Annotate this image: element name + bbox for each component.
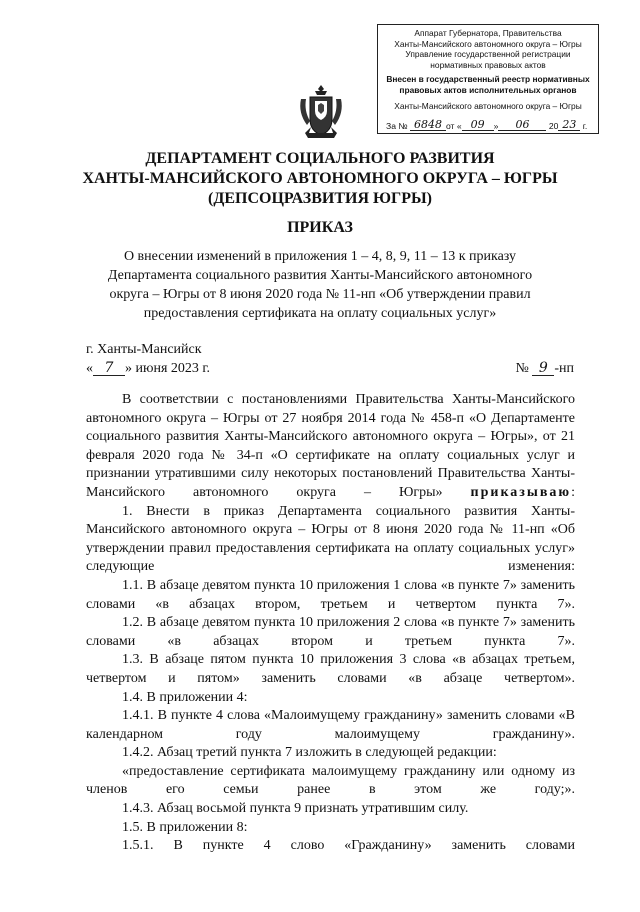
- registration-stamp: [377, 24, 599, 134]
- header-line: (ДЕПСОЦРАЗВИТИЯ ЮГРЫ): [207, 190, 433, 207]
- body-paragraph: 1.4.2. Абзац третий пункта 7 изложить в следующей редакции:: [122, 745, 497, 761]
- reg-mid: »: [493, 120, 499, 131]
- subject-line: Департамента социального развития Ханты-Мансийского автономного: [107, 268, 533, 283]
- header-line: ХАНТЫ-МАНСИЙСКОГО АВТОНОМНОГО ОКРУГА – ЮГРЫ: [82, 170, 558, 187]
- order-title: ПРИКАЗ: [287, 219, 353, 236]
- reg-prefix: За №: [386, 120, 408, 131]
- number-value: 9: [532, 361, 554, 376]
- body-paragraph: 1.4.1. В пункте 4 слова «Малоимущему гражданину» заменить словами «В календарном году малоимущему гражданину».: [86, 708, 575, 742]
- body-paragraph: 1.4.3. Абзац восьмой пункта 9 признать утратившим силу.: [122, 801, 469, 817]
- subject-line: округа – Югры от 8 июня 2020 года № 11-нп «Об утверждении правил: [109, 287, 531, 302]
- department-header: [60, 149, 580, 209]
- body-paragraph: 1.4. В приложении 4:: [122, 689, 248, 705]
- reg-year: 23: [558, 119, 580, 131]
- reg-year-prefix: 20: [548, 120, 559, 131]
- place-of-issue: г. Ханты-Мансийск: [86, 342, 202, 357]
- body-paragraph: 1.3. В абзаце пятом пункта 10 приложения 3 слова «в абзацах третьем, четвертом и пятом» заменить словами «в абзаце четвертом».: [86, 652, 575, 686]
- body-paragraph: 1.1. В абзаце девятом пункта 10 приложения 1 слова «в пункте 7» заменить словами «в абзацах втором, третьем и четвертом пункта 7».: [86, 577, 575, 612]
- stamp-line: Внесен в государственный реестр нормативных: [386, 74, 590, 84]
- subject-line: О внесении изменений в приложения 1 – 4, 8, 9, 11 – 13 к приказу: [123, 249, 517, 264]
- order-number: [515, 361, 574, 377]
- date-open-quote: «: [86, 361, 93, 376]
- body-paragraph: [86, 391, 575, 503]
- stamp-line: правовых актов исполнительных органов: [399, 84, 577, 95]
- preamble-text: В соответствии с постановлениями Правительства Ханты-Мансийского автономного округа – Югры от 27 ноября 2014 года № 458-п «О Департаменте социального развития Ханты-Мансийского автономного округа – Югры», от 21 февраля 2020 года № 34-п «О сертификате на оплату социальных услуг и признании утратившими силу некоторых постановлений Правительства Ханты-Мансийского автономного округа – Югры»: [86, 392, 575, 500]
- subject-line: предоставления сертификата на оплату социальных услуг»: [143, 306, 497, 321]
- body-paragraph: «предоставление сертификата малоимущему гражданину или одному из членов его семьи ранее в этом же году;».: [86, 763, 575, 798]
- preamble-end: :: [571, 484, 576, 500]
- header-line: ДЕПАРТАМЕНТ СОЦИАЛЬНОГО РАЗВИТИЯ: [145, 150, 495, 167]
- order-keyword: приказываю: [470, 484, 572, 500]
- reg-number: 6848: [410, 119, 446, 131]
- order-date: [86, 361, 210, 377]
- date-day: 7: [93, 361, 125, 376]
- reg-month: 06: [498, 119, 546, 131]
- stamp-line: нормативных правовых актов: [430, 59, 546, 70]
- body-paragraph: 1.5. В приложении 8:: [122, 819, 248, 835]
- date-rest: » июня 2023 г.: [125, 361, 211, 376]
- reg-suffix: г.: [582, 120, 588, 131]
- stamp-line: Ханты-Мансийского автономного округа – Югры: [394, 101, 582, 111]
- number-suffix: -нп: [554, 361, 574, 376]
- order-body: [86, 391, 575, 856]
- coat-of-arms-emblem: [297, 83, 345, 143]
- body-paragraph: 1.2. В абзаце девятом пункта 10 приложения 2 слова «в пункте 7» заменить словами «в абзацах втором и третьем пункта 7».: [86, 615, 575, 649]
- stamp-line: Аппарат Губернатора, Правительства: [414, 28, 562, 38]
- body-paragraph: 1.5.1. В пункте 4 слово «Гражданину» заменить словами: [122, 838, 575, 854]
- order-subject: [70, 247, 570, 323]
- body-paragraph: 1. Внести в приказ Департамента социального развития Ханты-Мансийского автономного округа – Югры от 8 июня 2020 года № 11-нп «Об утверждении правил предоставления сертификата на оплату социальных услуг» следующие изменения:: [86, 503, 575, 575]
- stamp-line: Ханты-Мансийского автономного округа – Югры: [394, 38, 582, 49]
- stamp-registration-line: [386, 119, 594, 131]
- number-prefix: №: [515, 361, 529, 376]
- reg-day: 09: [462, 119, 494, 131]
- stamp-line: Управление государственной регистрации: [405, 49, 571, 59]
- reg-from: от «: [445, 120, 462, 131]
